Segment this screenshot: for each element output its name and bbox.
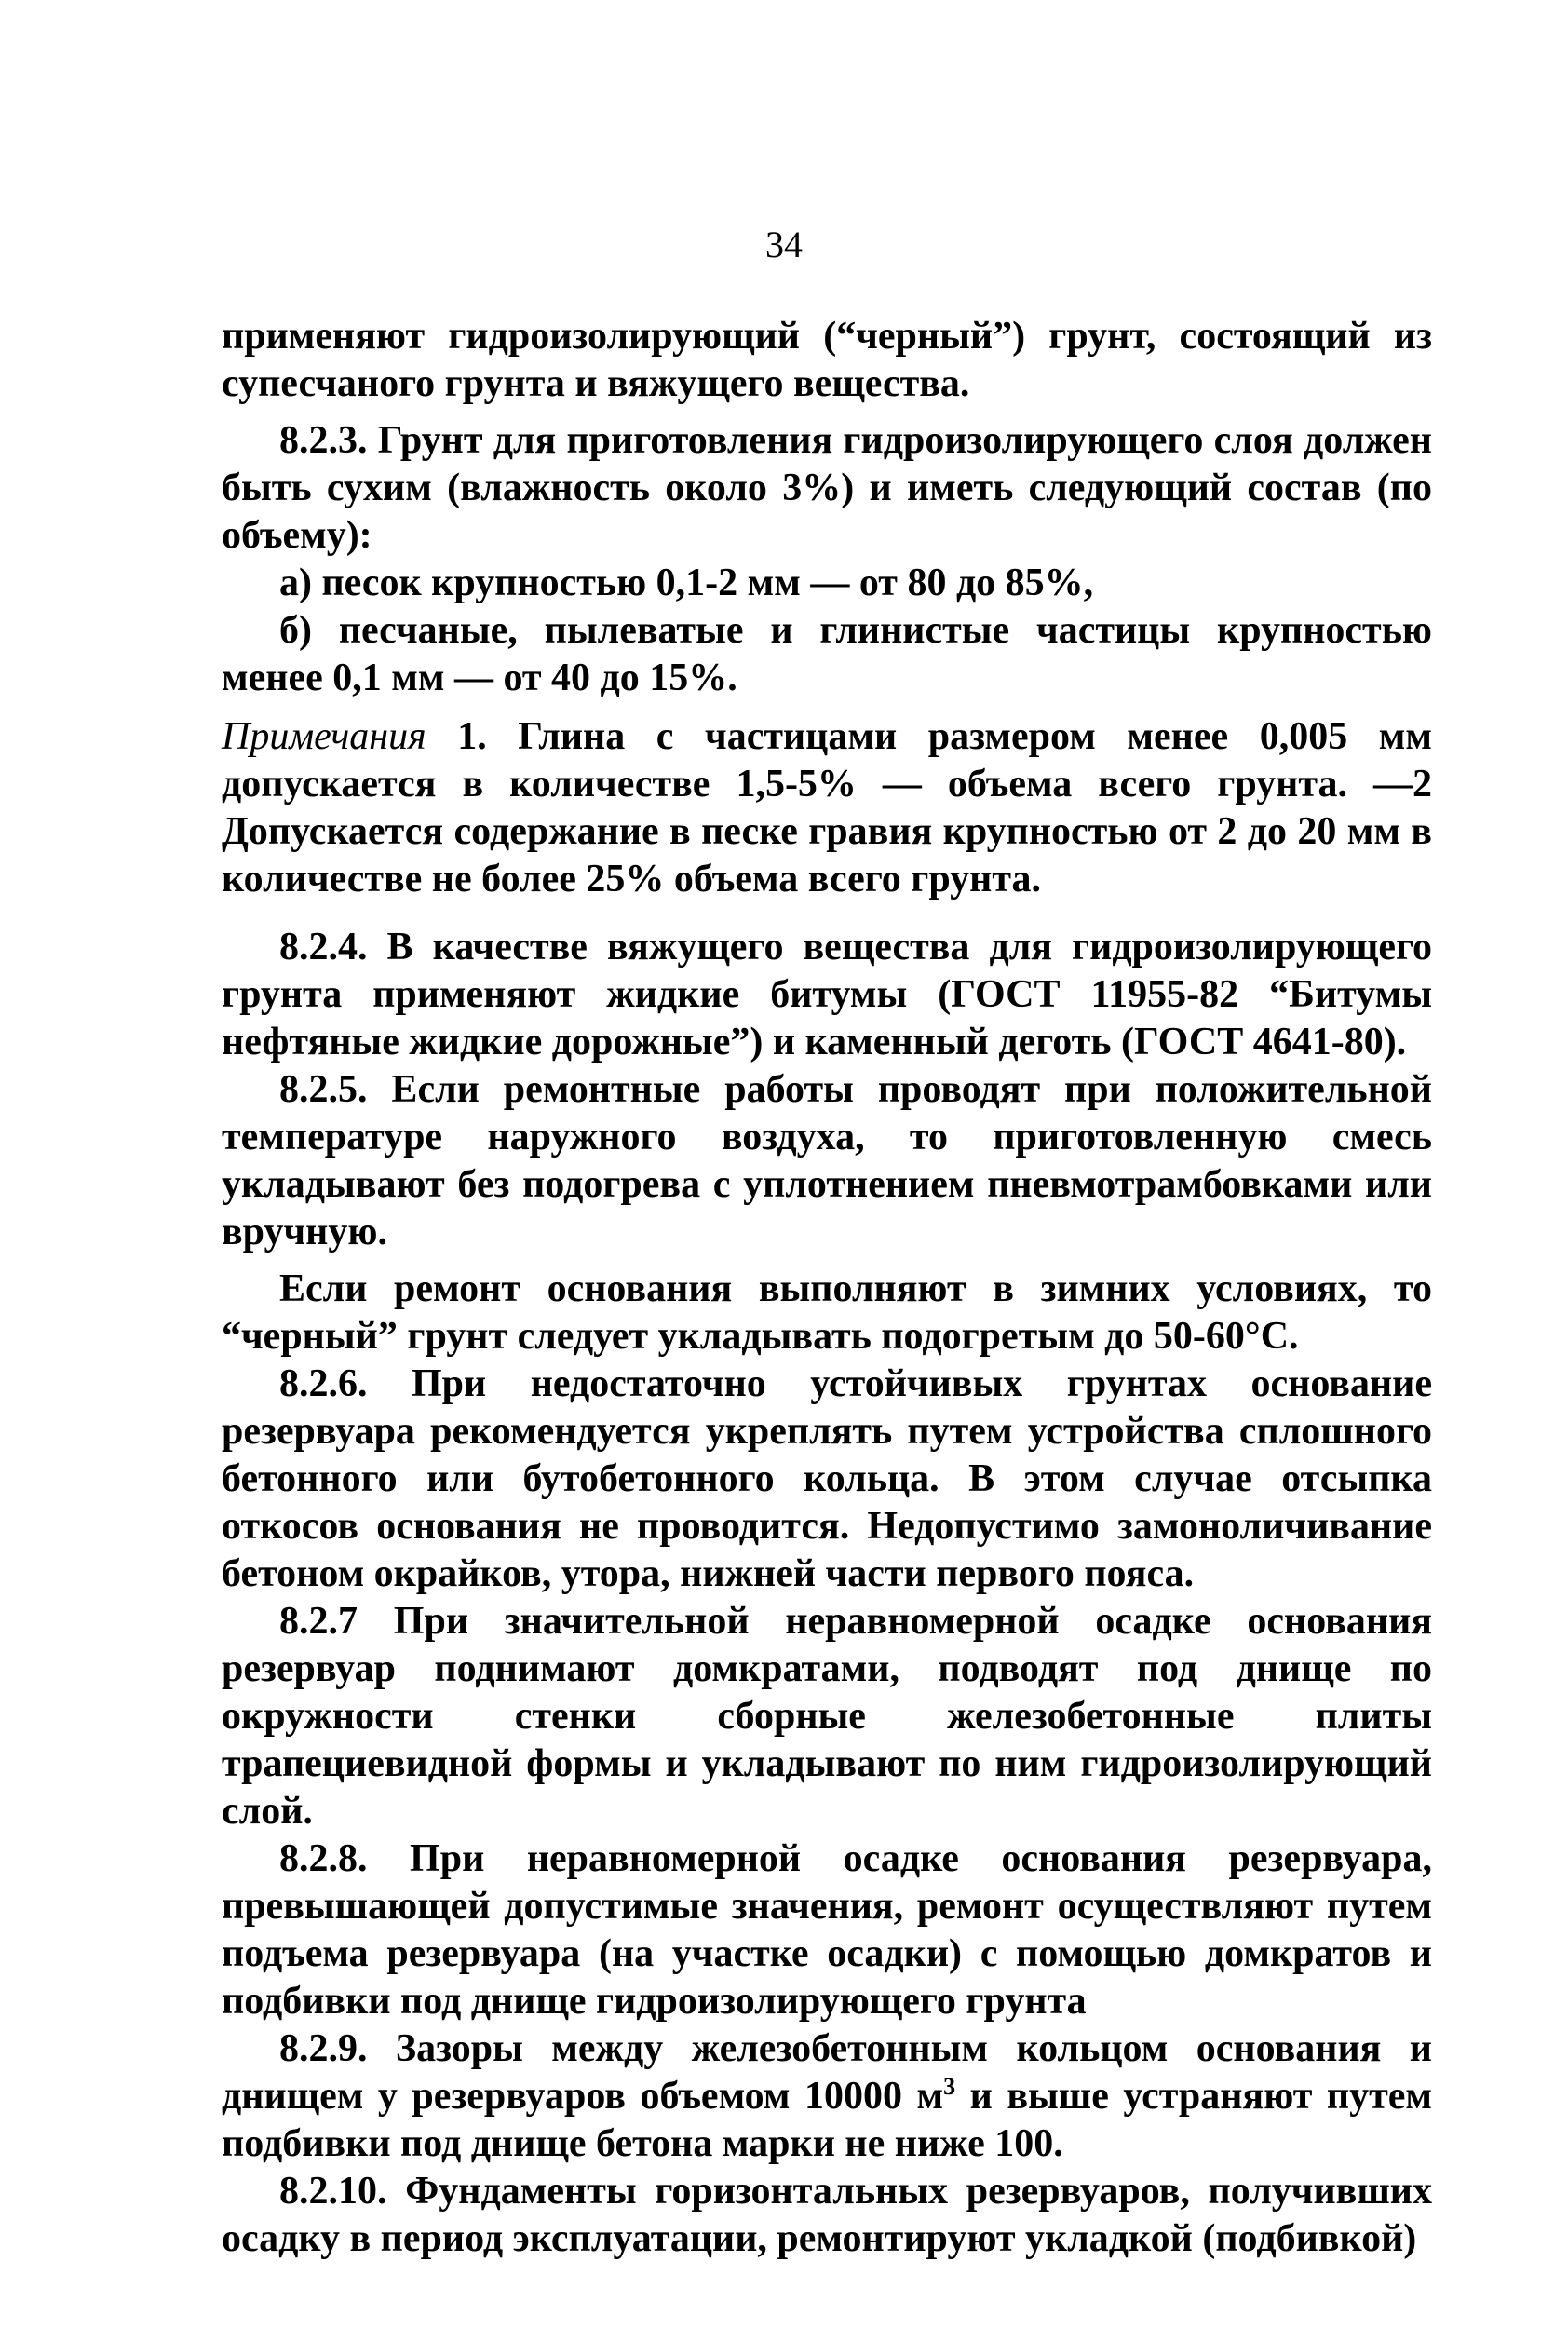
paragraph-8-2-5: 8.2.5. Если ремонтные работы проводят при положительной температуре наружного воздуха, то приготовленную смесь укладывают без подогрева с уплотнением пневмотрамбовками или вручную. bbox=[222, 1068, 1432, 1253]
notes-block bbox=[222, 713, 1432, 903]
paragraph-8-2-4: 8.2.4. В качестве вяжущего вещества для гидроизолирующего грунта применяют жидкие битумы (ГОСТ 11955-82 “Битумы нефтяные жидкие дорожные”) и каменный деготь (ГОСТ 4641-80). bbox=[222, 926, 1432, 1063]
document-body bbox=[222, 313, 1432, 2263]
paragraph-8-2-5-winter: Если ремонт основания выполняют в зимних условиях, то “черный” грунт следует укладывать подогретым до 50-60°С. bbox=[222, 1267, 1432, 1358]
paragraph-8-2-6: 8.2.6. При недостаточно устойчивых грунтах основание резервуара рекомендуется укреплять путем устройства сплошного бетонного или бутобетонного кольца. В этом случае отсыпка откосов основания не проводится. Недопустимо замоноличивание бетоном окрайков, утора, нижней части первого пояса. bbox=[222, 1362, 1432, 1595]
notes-label: Примечания bbox=[222, 715, 426, 758]
list-item-a: а) песок крупностью 0,1-2 мм — от 80 до 85%, bbox=[279, 562, 1094, 604]
notes-text: 1. Глина с частицами размером менее 0,005 мм допускается в количестве 1,5-5% — объема всего грунта. —2 Допускается содержание в песке гравия крупностью от 2 до 20 мм в количестве не более 25% объема всего грунта. bbox=[222, 715, 1432, 900]
page-number: 34 bbox=[765, 223, 803, 265]
cubic-superscript: 3 bbox=[943, 2073, 956, 2100]
list-item-b: б) песчаные, пылеватые и глинистые частицы крупностью менее 0,1 мм — от 40 до 15%. bbox=[222, 609, 1432, 699]
paragraph-8-2-8: 8.2.8. При неравномерной осадке основания резервуара, превышающей допустимые значения, ремонт осуществляют путем подъема резервуара (на участке осадки) с помощью домкратов и подбивки под днище гидроизолирующего грунта bbox=[222, 1837, 1432, 2023]
paragraph-8-2-3: 8.2.3. Грунт для приготовления гидроизолирующего слоя должен быть сухим (влажность около 3%) и иметь следующий состав (по объему): bbox=[222, 419, 1432, 557]
paragraph-8-2-9-text-end: и выше устраняют путем подбивки под днище бетона марки не ниже 100. bbox=[222, 2075, 1432, 2165]
paragraph-8-2-7: 8.2.7 При значительной неравномерной осадке основания резервуар поднимают домкратами, подводят под днище по окружности стенки сборные железобетонные плиты трапециевидной формы и укладывают по ним гидроизолирующий слой. bbox=[222, 1600, 1432, 1833]
paragraph-8-2-9-text: 8.2.9. Зазоры между железобетонным кольцом основания и днищем у резервуаров объемом 10000 м bbox=[222, 2027, 1432, 2118]
paragraph-continuation: применяют гидроизолирующий (“черный”) грунт, состоящий из супесчаного грунта и вяжущего вещества. bbox=[222, 315, 1432, 405]
paragraph-8-2-10: 8.2.10. Фундаменты горизонтальных резервуаров, получивших осадку в период эксплуатации, ремонтируют укладкой (подбивкой) bbox=[222, 2170, 1432, 2260]
paragraph-8-2-9 bbox=[222, 2025, 1432, 2168]
